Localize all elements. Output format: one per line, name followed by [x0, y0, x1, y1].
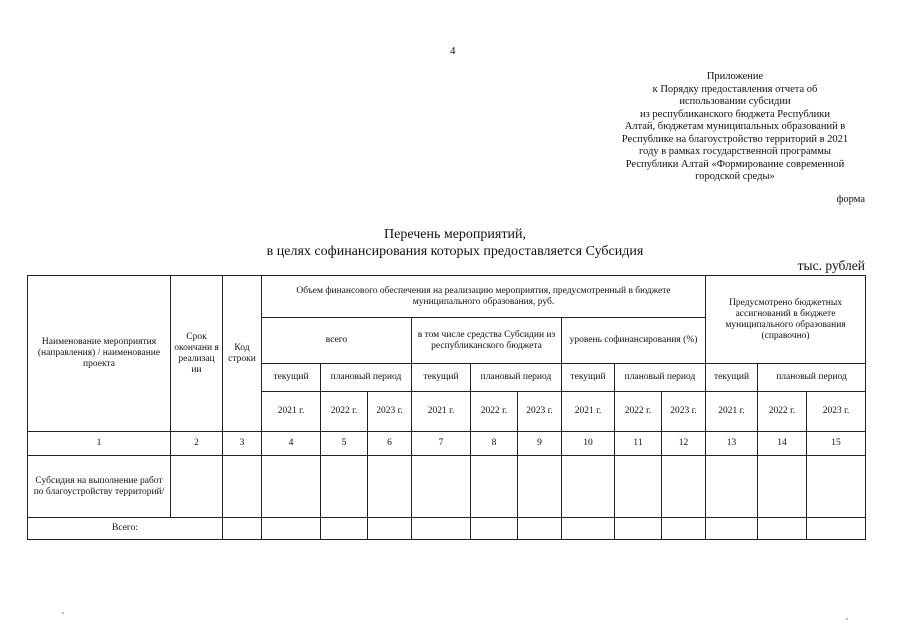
activities-table: [27, 275, 866, 540]
appendix-line: году в рамках государственной программы: [639, 146, 831, 157]
header-provided-allocations: Предусмотрено бюджетных ассигнований в бюджете муниципального образования (справочно): [706, 276, 866, 364]
table-cell: [662, 518, 706, 540]
header-year-2023: 2023 г.: [368, 392, 412, 432]
table-cell: [321, 456, 368, 518]
table-cell: [706, 456, 758, 518]
table-cell: [662, 456, 706, 518]
form-label: форма: [836, 194, 865, 205]
header-current: текущий: [706, 364, 758, 392]
column-number: 11: [615, 432, 662, 456]
table-cell: [471, 456, 518, 518]
column-number: 15: [807, 432, 866, 456]
table-cell: [807, 456, 866, 518]
column-number: 9: [518, 432, 562, 456]
table-cell: [758, 518, 807, 540]
table-cell: [562, 456, 615, 518]
table-cell: [807, 518, 866, 540]
table-cell: [615, 456, 662, 518]
row-label-total: Всего:: [28, 518, 223, 540]
appendix-line: использовании субсидии: [679, 96, 791, 107]
appendix-line: Республике на благоустройство территорий в 2021: [621, 133, 849, 145]
header-year-2021: 2021 г.: [262, 392, 321, 432]
table-cell: [758, 456, 807, 518]
column-number: 1: [28, 432, 171, 456]
scan-speck: [62, 612, 64, 614]
header-year-2023: 2023 г.: [807, 392, 866, 432]
table-row-subsidy: [28, 456, 866, 518]
header-financing-volume: Объем финансового обеспечения на реализацию мероприятия, предусмотренный в бюджете муниципального образования, руб.: [262, 276, 706, 318]
header-planned-period: плановый период: [615, 364, 706, 392]
table-cell: [706, 518, 758, 540]
header-year-2021: 2021 г.: [412, 392, 471, 432]
column-number: 3: [223, 432, 262, 456]
table-cell: [518, 456, 562, 518]
header-planned-period: плановый период: [471, 364, 562, 392]
table-cell: [262, 518, 321, 540]
appendix-line: Алтай, бюджетам муниципальных образований в: [624, 121, 846, 132]
header-activity-name: Наименование мероприятия (направления) / наименование проекта: [28, 276, 171, 432]
header-year-2022: 2022 г.: [321, 392, 368, 432]
column-number: 4: [262, 432, 321, 456]
header-year-2021: 2021 г.: [706, 392, 758, 432]
table-cell: [471, 518, 518, 540]
appendix-line: к Порядку предоставления отчета об: [652, 83, 818, 95]
column-number: 5: [321, 432, 368, 456]
scan-speck: [846, 618, 848, 620]
table-cell: [223, 456, 262, 518]
units-label: тыс. рублей: [797, 258, 865, 273]
title-line-1: Перечень мероприятий,: [384, 227, 526, 242]
column-number: 6: [368, 432, 412, 456]
header-year-2023: 2023 г.: [662, 392, 706, 432]
table-cell: [412, 456, 471, 518]
column-number: 10: [562, 432, 615, 456]
appendix-line: Республики Алтай «Формирование современной: [625, 158, 845, 170]
header-year-2021: 2021 г.: [562, 392, 615, 432]
row-label-subsidy: Субсидия на выполнение работ по благоустройству территорий/: [28, 456, 171, 518]
appendix-line: городской среды»: [695, 171, 775, 182]
column-number: 2: [171, 432, 223, 456]
column-number: 13: [706, 432, 758, 456]
page-number: 4: [450, 45, 456, 57]
header-year-2022: 2022 г.: [615, 392, 662, 432]
appendix-line: Приложение: [706, 71, 764, 82]
header-row-code: Код строки: [223, 276, 262, 432]
header-total: всего: [262, 318, 412, 364]
appendix-header: [590, 71, 880, 184]
header-current: текущий: [412, 364, 471, 392]
table-cell: [518, 518, 562, 540]
document-title: [150, 226, 760, 260]
table-cell: [562, 518, 615, 540]
table-cell: [321, 518, 368, 540]
column-number: 14: [758, 432, 807, 456]
title-line-2: в целях софинансирования которых предоставляется Субсидия: [266, 244, 644, 259]
table-cell: [223, 518, 262, 540]
column-number: 12: [662, 432, 706, 456]
header-completion-term: Срок окончани я реализац ии: [171, 276, 223, 432]
header-year-2023: 2023 г.: [518, 392, 562, 432]
table-cell: [615, 518, 662, 540]
column-number: 7: [412, 432, 471, 456]
header-planned-period: плановый период: [321, 364, 412, 392]
table-cell: [262, 456, 321, 518]
table-cell: [412, 518, 471, 540]
appendix-line: из республиканского бюджета Республики: [640, 108, 830, 120]
header-current: текущий: [262, 364, 321, 392]
header-year-2022: 2022 г.: [471, 392, 518, 432]
header-cofinancing-level: уровень софинансирования (%): [562, 318, 706, 364]
header-planned-period: плановый период: [758, 364, 866, 392]
table-cell: [171, 456, 223, 518]
header-subsidy-funds: в том числе средства Субсидии из республиканского бюджета: [412, 318, 562, 364]
header-year-2022: 2022 г.: [758, 392, 807, 432]
column-number: 8: [471, 432, 518, 456]
table-cell: [368, 518, 412, 540]
table-cell: [368, 456, 412, 518]
header-current: текущий: [562, 364, 615, 392]
table-row-total: [28, 518, 866, 540]
